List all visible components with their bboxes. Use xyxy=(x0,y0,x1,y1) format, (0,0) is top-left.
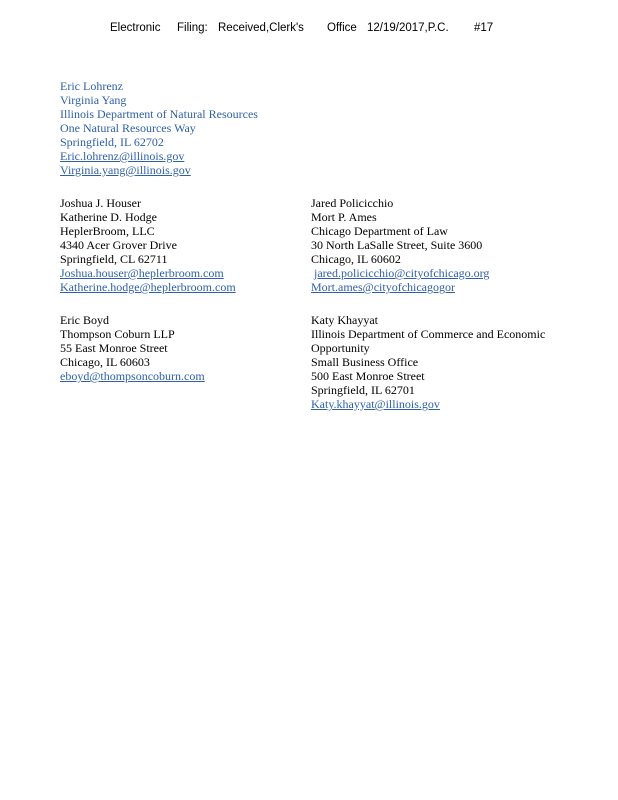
contact-address-line: 500 East Monroe Street xyxy=(311,369,425,383)
contact-name: Katherine D. Hodge xyxy=(60,210,157,224)
contact-address-line: Springfield, IL 62701 xyxy=(311,383,415,397)
email-link[interactable]: jared.policicchio@cityofchicago.org xyxy=(314,266,490,280)
contact-organization: HeplerBroom, LLC xyxy=(60,224,155,238)
contact-address-line: 4340 Acer Grover Drive xyxy=(60,238,177,252)
contact-name: Joshua J. Houser xyxy=(60,196,141,210)
contact-address-line: 55 East Monroe Street xyxy=(60,341,168,355)
header-word-electronic: Electronic xyxy=(110,22,161,34)
contact-block-dceo xyxy=(311,313,560,411)
contact-organization: Illinois Department of Natural Resources xyxy=(60,107,258,121)
contact-address-line: One Natural Resources Way xyxy=(60,121,196,135)
contact-organization: Thompson Coburn LLP xyxy=(60,327,175,341)
contact-block-heplerbroom xyxy=(60,196,236,294)
email-link[interactable]: Virginia.yang@illinois.gov xyxy=(60,163,191,177)
contact-name: Katy Khayyat xyxy=(311,313,378,327)
contact-name: Mort P. Ames xyxy=(311,210,377,224)
header-word-received-clerks: Received,Clerk's xyxy=(218,22,304,34)
header-word-office: Office xyxy=(327,22,357,34)
header-word-filing: Filing: xyxy=(177,22,208,34)
contact-name: Eric Boyd xyxy=(60,313,109,327)
email-link[interactable]: Mort.ames@cityofchicagogor xyxy=(311,280,456,294)
contact-address-line: Chicago, IL 60603 xyxy=(60,355,150,369)
contact-name: Virginia Yang xyxy=(60,93,127,107)
email-link[interactable]: eboyd@thompsoncoburn.com xyxy=(60,369,205,383)
contact-address-line: Springfield, IL 62702 xyxy=(60,135,164,149)
email-link[interactable]: Eric.lohrenz@illinois.gov xyxy=(60,149,185,163)
contact-block-idnr xyxy=(60,79,258,177)
email-link[interactable]: Joshua.houser@heplerbroom.com xyxy=(60,266,224,280)
contact-name: Eric Lohrenz xyxy=(60,79,123,93)
contact-address-line: 30 North LaSalle Street, Suite 3600 xyxy=(311,238,483,252)
contact-organization-line: Small Business Office xyxy=(311,355,419,369)
contact-block-thompson-coburn xyxy=(60,313,205,383)
header-word-number: #17 xyxy=(474,22,494,34)
contact-address-line: Chicago, IL 60602 xyxy=(311,252,401,266)
contact-address-line: Springfield, CL 62711 xyxy=(60,252,168,266)
email-link[interactable]: Katherine.hodge@heplerbroom.com xyxy=(60,280,236,294)
email-link[interactable]: Katy.khayyat@illinois.gov xyxy=(311,397,440,411)
contact-name: Jared Policicchio xyxy=(311,196,394,210)
contact-organization-line: Opportunity xyxy=(311,341,370,355)
filing-stamp-header xyxy=(0,21,618,37)
contact-organization: Illinois Department of Commerce and Economic xyxy=(311,327,546,341)
contact-organization: Chicago Department of Law xyxy=(311,224,448,238)
header-word-date-pc: 12/19/2017,P.C. xyxy=(367,22,449,34)
contact-block-chicago-law xyxy=(311,196,489,294)
